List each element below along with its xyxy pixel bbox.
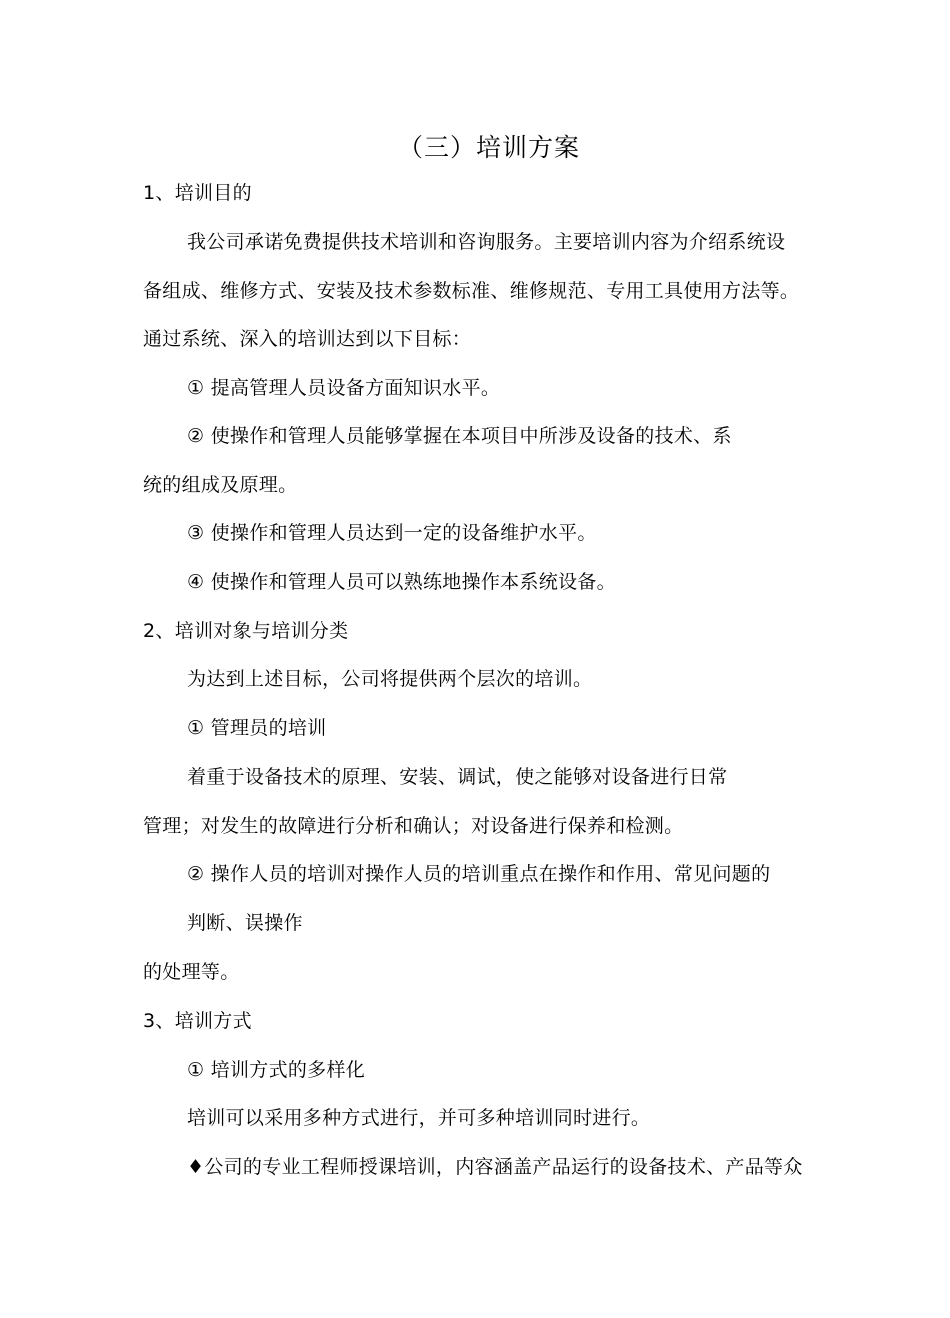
section-2-item-1-line-2: 管理；对发生的故障进行分析和确认；对设备进行保养和检测。 (143, 815, 684, 837)
section-1-intro-line-1: 我公司承诺免费提供技术培训和咨询服务。主要培训内容为介绍系统设 (187, 231, 786, 253)
section-1-heading: 1、培训目的 (143, 182, 252, 204)
section-3-bullet-1: ♦公司的专业工程师授课培训，内容涵盖产品运行的设备技术、产品等众 (187, 1156, 803, 1178)
goal-3: ③ 使操作和管理人员达到一定的设备维护水平。 (187, 522, 597, 544)
section-2-item-2-line-1: ② 操作人员的培训对操作人员的培训重点在操作和作用、常见问题的 (187, 863, 771, 885)
section-2-item-1-heading: ① 管理员的培训 (187, 717, 327, 739)
goal-2-line-1: ② 使操作和管理人员能够掌握在本项目中所涉及设备的技术、系 (187, 425, 732, 447)
section-2-heading: 2、培训对象与培训分类 (143, 620, 349, 642)
goal-1: ① 提高管理人员设备方面知识水平。 (187, 377, 501, 399)
section-2-item-1-line-1: 着重于设备技术的原理、安装、调试，使之能够对设备进行日常 (187, 766, 728, 788)
section-1-intro-line-3: 通过系统、深入的培训达到以下目标： (143, 328, 472, 350)
goal-2-line-2: 统的组成及原理。 (143, 474, 298, 496)
section-2-intro: 为达到上述目标，公司将提供两个层次的培训。 (187, 668, 593, 690)
section-2-item-2-line-3: 的处理等。 (143, 961, 240, 983)
document-title: （三）培训方案 (398, 133, 581, 162)
section-3-item-1-heading: ① 培训方式的多样化 (187, 1059, 366, 1081)
section-2-item-2-line-2: 判断、误操作 (187, 912, 303, 934)
section-3-item-1-text: 培训可以采用多种方式进行，并可多种培训同时进行。 (187, 1107, 651, 1129)
section-1-intro-line-2: 备组成、维修方式、安装及技术参数标准、维修规范、专用工具使用方法等。 (143, 280, 800, 302)
section-3-heading: 3、培训方式 (143, 1010, 252, 1032)
goal-4: ④ 使操作和管理人员可以熟练地操作本系统设备。 (187, 571, 616, 593)
